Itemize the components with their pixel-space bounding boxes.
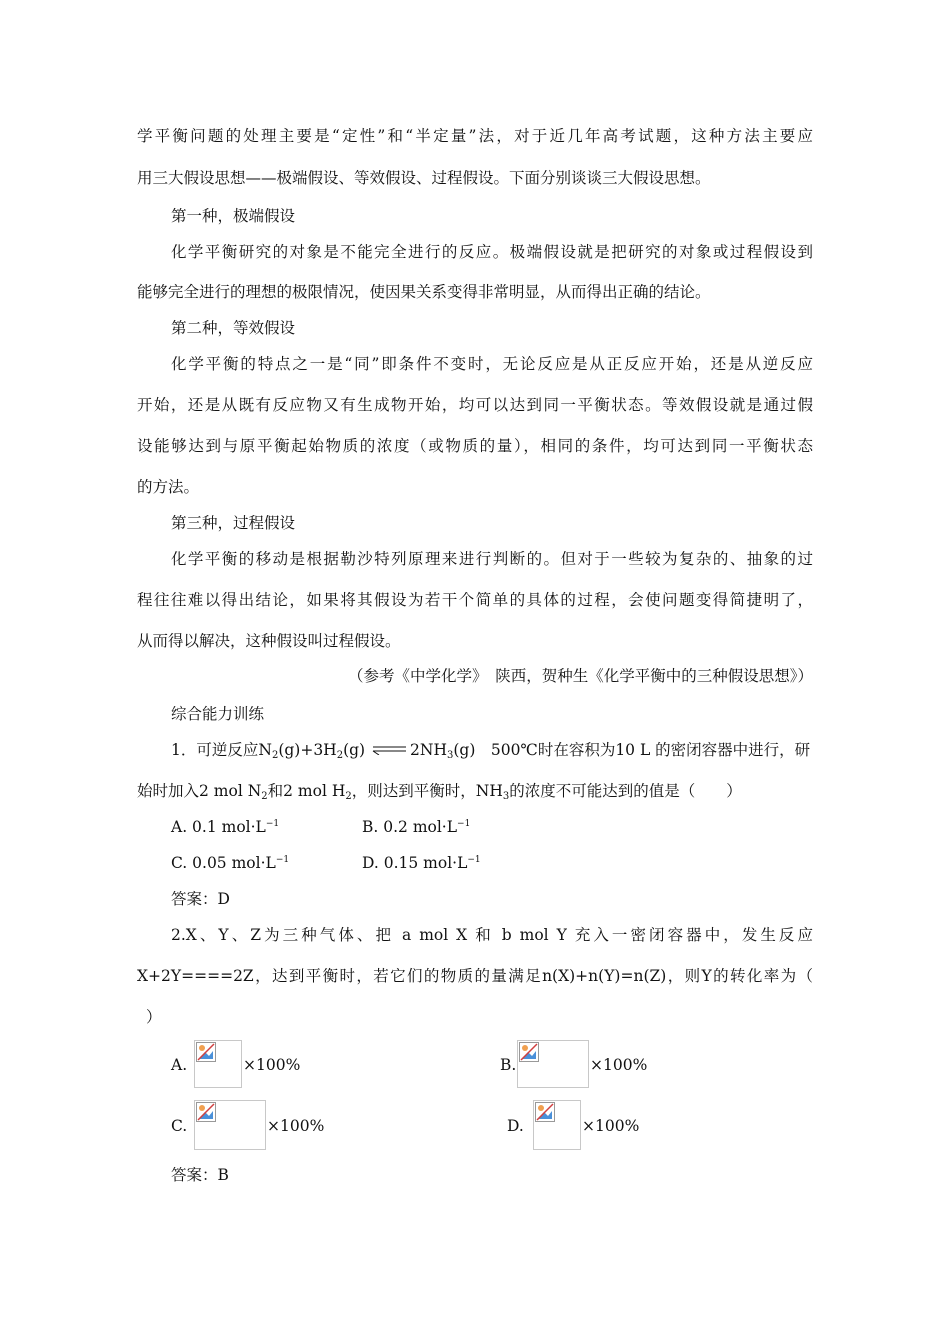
paragraph-line: 学平衡问题的处理主要是“定性”和“半定量”法，对于近几年高考试题，这种方法主要应	[137, 127, 813, 145]
option-c-label: C.	[171, 1117, 188, 1135]
answer-2: 答案：B	[171, 1166, 229, 1184]
broken-image-icon	[194, 1040, 242, 1088]
section-title: 综合能力训练	[171, 705, 265, 723]
broken-image-icon	[517, 1040, 589, 1088]
section-heading: 第一种，极端假设	[171, 207, 296, 225]
section-heading: 第二种，等效假设	[171, 319, 296, 337]
question-1-line-2: 始时加入2 mol $N_2$和2 mol $H_2$，则达到平衡时，$NH_3$的浓度不可能达到的值是（ ）	[137, 782, 742, 802]
paragraph-line: 从而得以解决，这种假设叫过程假设。	[137, 632, 401, 650]
section-heading: 第三种，过程假设	[171, 514, 296, 532]
option-c: C. 0.05 $mol\cdot L^{-1}$	[171, 854, 290, 872]
option-a-suffix: ×100%	[243, 1056, 301, 1074]
paragraph-line: 的方法。	[137, 478, 200, 496]
paragraph-line: 能够完全进行的理想的极限情况，使因果关系变得非常明显，从而得出正确的结论。	[137, 283, 711, 301]
option-b: B. 0.2 $mol\cdot L^{-1}$	[362, 818, 471, 836]
question-2-line-2: X+2Y====2Z，达到平衡时，若它们的物质的量满足n(X)+n(Y)=n(Z)，则Y的转化率为（	[137, 967, 813, 985]
broken-image-icon	[533, 1100, 581, 1150]
option-c-suffix: ×100%	[267, 1117, 325, 1135]
broken-image-icon	[194, 1100, 266, 1150]
paragraph-line: 化学平衡的移动是根据勒沙特列原理来进行判断的。但对于一些较为复杂的、抽象的过	[171, 550, 813, 568]
option-a: A. 0.1 $mol\cdot L^{-1}$	[171, 818, 280, 836]
answer-1: 答案：D	[171, 890, 230, 908]
option-a-label: A.	[171, 1056, 188, 1074]
paragraph-line: 程往往难以得出结论，如果将其假设为若干个简单的具体的过程，会使问题变得简捷明了，	[137, 591, 813, 609]
equilibrium-arrow-icon	[372, 743, 408, 755]
option-d-suffix: ×100%	[582, 1117, 640, 1135]
option-d-label: D.	[507, 1117, 524, 1135]
option-b-label: B.	[500, 1056, 517, 1074]
paragraph-line: 化学平衡研究的对象是不能完全进行的反应。极端假设就是把研究的对象或过程假设到	[171, 243, 813, 261]
paragraph-line: 设能够达到与原平衡起始物质的浓度（或物质的量），相同的条件，均可达到同一平衡状态	[137, 437, 813, 455]
question-2-line-3: ）	[146, 1008, 162, 1026]
option-b-suffix: ×100%	[590, 1056, 648, 1074]
paragraph-line: 用三大假设思想——极端假设、等效假设、过程假设。下面分别谈谈三大假设思想。	[137, 169, 711, 187]
question-1-line-1: 1．可逆反应$N_2(g)+3H_2(g)$ $2NH_3(g)$ 500℃时在容积为10 L 的密闭容器中进行，研	[171, 741, 811, 761]
reference-citation: （参考《中学化学》 陕西，贺种生《化学平衡中的三种假设思想》）	[347, 667, 813, 685]
paragraph-line: 化学平衡的特点之一是“同”即条件不变时，无论反应是从正反应开始，还是从逆反应	[171, 355, 813, 373]
option-d: D. 0.15 $mol\cdot L^{-1}$	[362, 854, 481, 872]
paragraph-line: 开始，还是从既有反应物又有生成物开始，均可以达到同一平衡状态。等效假设就是通过假	[137, 396, 813, 414]
question-2-line-1: 2.X、Y、Z为三种气体、把 a mol X 和 b mol Y 充入一密闭容器中，发生反应	[171, 926, 813, 944]
